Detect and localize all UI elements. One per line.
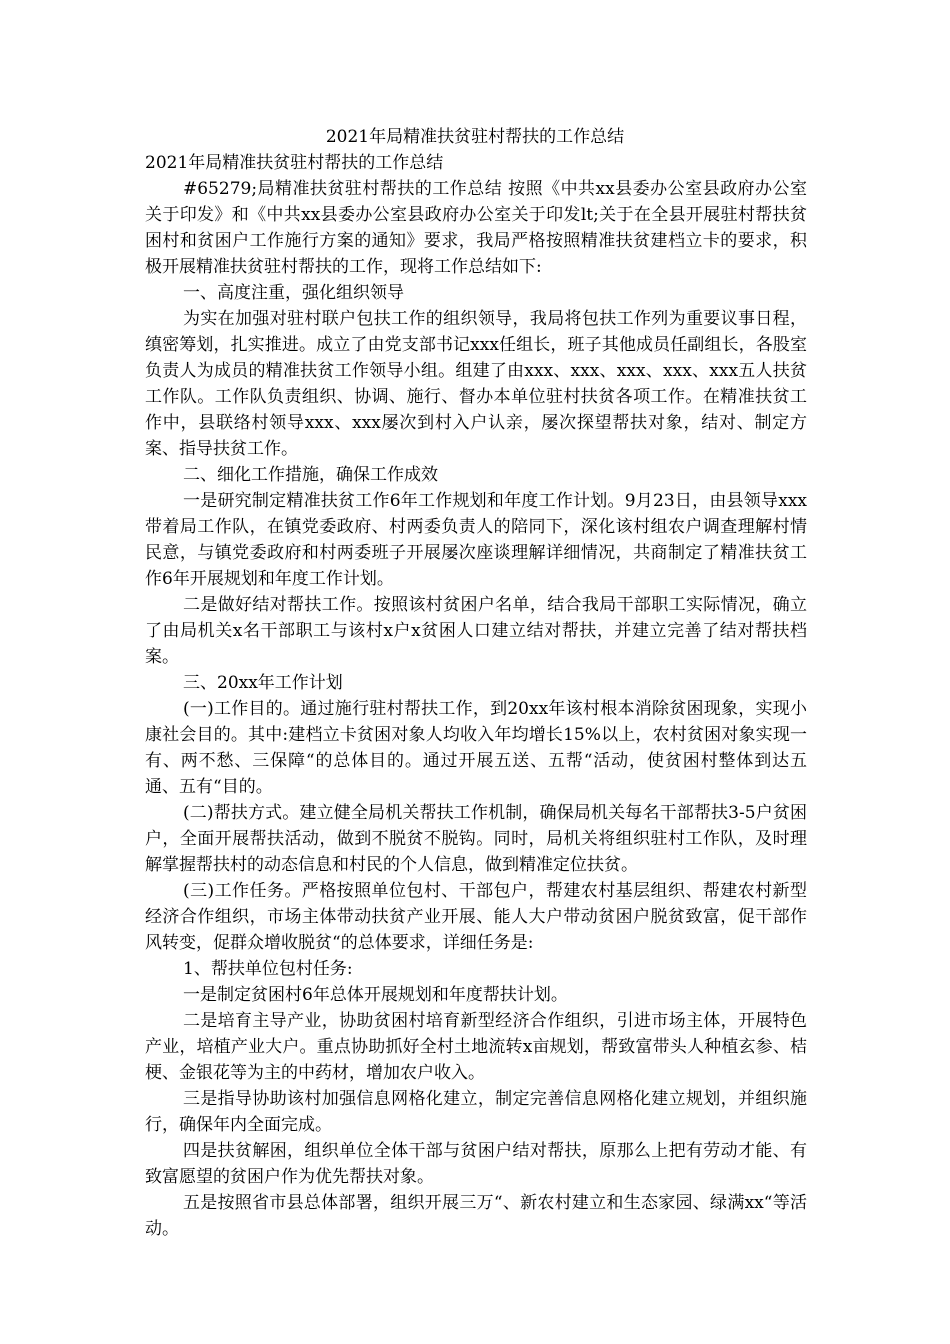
- paragraph: 三、20xx年工作计划: [183, 673, 343, 693]
- paragraph: 一是制定贫困村6年总体开展规划和年度帮扶计划。: [183, 985, 568, 1005]
- paragraph: 四是扶贫解困，组织单位全体干部与贫困户结对帮扶，原那么上把有劳动才能、有致富愿望的贫困户作为优先帮扶对象。: [145, 1141, 807, 1187]
- paragraph: 2021年局精准扶贫驻村帮扶的工作总结: [145, 153, 444, 173]
- paragraph: (一)工作目的。通过施行驻村帮扶工作，到20xx年该村根本消除贫困现象，实现小康社会目的。其中:建档立卡贫困对象人均收入年均增长15%以上，农村贫困对象实现一有、两不愁、三保障“的总体目的。通过开展五送、五帮“活动，使贫困村整体到达五通、五有“目的。: [145, 699, 807, 797]
- paragraph: 二、细化工作措施，确保工作成效: [183, 465, 438, 485]
- paragraph: 为实在加强对驻村联户包扶工作的组织领导，我局将包扶工作列为重要议事日程，缜密筹划，扎实推进。成立了由党支部书记xxx任组长，班子其他成员任副组长，各股室负责人为成员的精准扶贫工作领导小组。组建了由xxx、xxx、xxx、xxx、xxx五人扶贫工作队。工作队负责组织、协调、施行、督办本单位驻村扶贫各项工作。在精准扶贫工作中，县联络村领导xxx、xxx屡次到村入户认亲，屡次探望帮扶对象，结对、制定方案、指导扶贫工作。: [145, 309, 807, 459]
- paragraph: 一、高度注重，强化组织领导: [183, 283, 404, 303]
- paragraph: (二)帮扶方式。建立健全局机关帮扶工作机制，确保局机关每名干部帮扶3-5户贫困户，全面开展帮扶活动，做到不脱贫不脱钩。同时，局机关将组织驻村工作队，及时理解掌握帮扶村的动态信息和村民的个人信息，做到精准定位扶贫。: [145, 803, 807, 875]
- paragraph: 五是按照省市县总体部署，组织开展三万“、新农村建立和生态家园、绿满xx“等活动。: [145, 1193, 807, 1239]
- paragraph: #65279;局精准扶贫驻村帮扶的工作总结 按照《中共xx县委办公室县政府办公室关于印发》和《中共xx县委办公室县政府办公室关于印发lt;关于在全县开展驻村帮扶贫困村和贫困户工作施行方案的通知》要求，我局严格按照精准扶贫建档立卡的要求，积极开展精准扶贫驻村帮扶的工作，现将工作总结如下:: [145, 179, 807, 277]
- paragraph: 二是培育主导产业，协助贫困村培育新型经济合作组织，引进市场主体，开展特色产业，培植产业大户。重点协助抓好全村土地流转x亩规划，帮致富带头人种植玄参、桔梗、金银花等为主的中药材，增加农户收入。: [145, 1011, 807, 1083]
- paragraph: 1、帮扶单位包村任务:: [183, 959, 353, 979]
- document-body: [145, 150, 807, 1242]
- paragraph: 二是做好结对帮扶工作。按照该村贫困户名单，结合我局干部职工实际情况，确立了由局机关x名干部职工与该村x户x贫困人口建立结对帮扶，并建立完善了结对帮扶档案。: [145, 595, 807, 667]
- document-title: 2021年局精准扶贫驻村帮扶的工作总结: [325, 127, 625, 147]
- paragraph: 一是研究制定精准扶贫工作6年工作规划和年度工作计划。9月23日，由县领导xxx带着局工作队，在镇党委政府、村两委负责人的陪同下，深化该村组农户调查理解村情民意，与镇党委政府和村两委班子开展屡次座谈理解详细情况，共商制定了精准扶贫工作6年开展规划和年度工作计划。: [145, 491, 807, 589]
- paragraph: 三是指导协助该村加强信息网格化建立，制定完善信息网格化建立规划，并组织施行，确保年内全面完成。: [145, 1089, 807, 1135]
- paragraph: (三)工作任务。严格按照单位包村、干部包户，帮建农村基层组织、帮建农村新型经济合作组织，市场主体带动扶贫产业开展、能人大户带动贫困户脱贫致富，促干部作风转变，促群众增收脱贫“的总体要求，详细任务是:: [145, 881, 807, 953]
